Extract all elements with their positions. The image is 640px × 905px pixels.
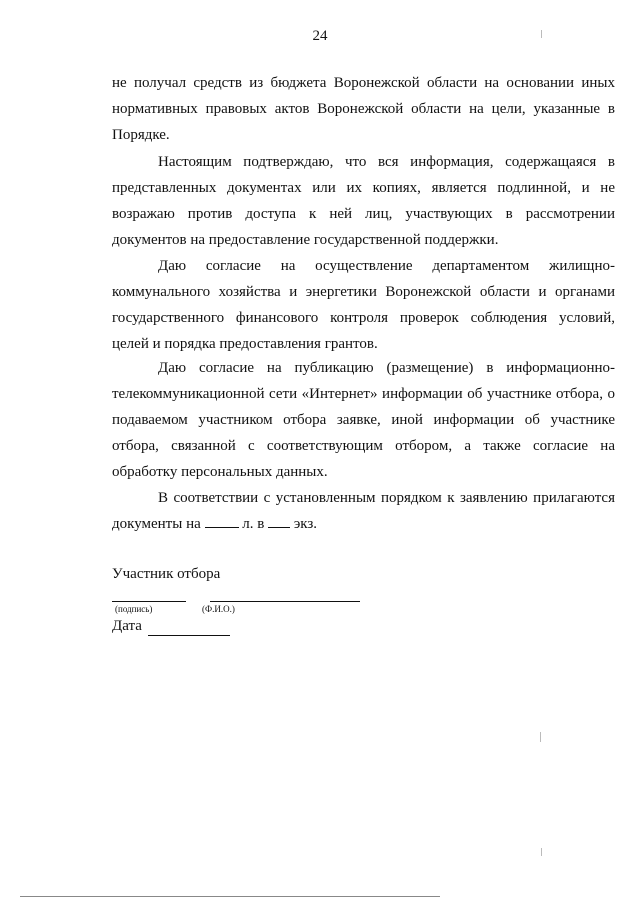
paragraph-2-block [112, 149, 615, 253]
paragraph-2: Настоящим подтверждаю, что вся информация, содержащаяся в представленных документах или их копиях, является подлинной, и не возражаю против доступа к ней лиц, участвующих в рассмотрении документов на предоставление государственной поддержки. [112, 154, 615, 248]
signature-line [112, 601, 186, 602]
paragraph-3: Даю согласие на осуществление департаментом жилищно-коммунального хозяйства и энергетики Воронежской области и органами государственного финансового контроля проверок соблюдения условий, целей и порядка предоставления грантов. [112, 258, 615, 352]
paragraph-4: Даю согласие на публикацию (размещение) в информационно-телекоммуникационной сети «Интернет» информации об участнике отбора, о подаваемом участником отбора заявке, иной информации об участнике отбора, связанной с соответствующим отбором, а также согласие на обработку персональных данных. [112, 360, 615, 480]
attachment-line-1: В соответствии с установленным порядком к заявлению прилагаются [158, 490, 615, 506]
signature-caption: (подпись) [115, 604, 153, 614]
copies-count-blank [268, 512, 290, 528]
attachment-suffix: экз. [293, 516, 318, 532]
attachment-prefix: документы на [112, 516, 201, 532]
paragraph-4-block [112, 355, 615, 485]
date-line [148, 635, 230, 636]
scan-mark-2 [540, 732, 541, 742]
page-number: 24 [312, 28, 328, 44]
name-line [210, 601, 360, 602]
scan-mark-1 [541, 30, 542, 38]
paragraph-1: не получал средств из бюджета Воронежской области на основании иных нормативных правовых актов Воронежской области на цели, указанные в Порядке. [112, 75, 615, 143]
date-label: Дата [112, 618, 142, 634]
attachment-mid: л. в [242, 516, 265, 532]
paragraph-3-block [112, 253, 615, 357]
signature-title: Участник отбора [112, 566, 221, 582]
pages-count-blank [205, 512, 239, 528]
name-caption: (Ф.И.О.) [202, 604, 235, 614]
paragraph-1-block [112, 70, 615, 148]
scan-mark-3 [541, 848, 542, 856]
attachment-line-2 [112, 511, 615, 537]
scan-bottom-edge [20, 896, 440, 897]
attachment-block [112, 485, 615, 537]
